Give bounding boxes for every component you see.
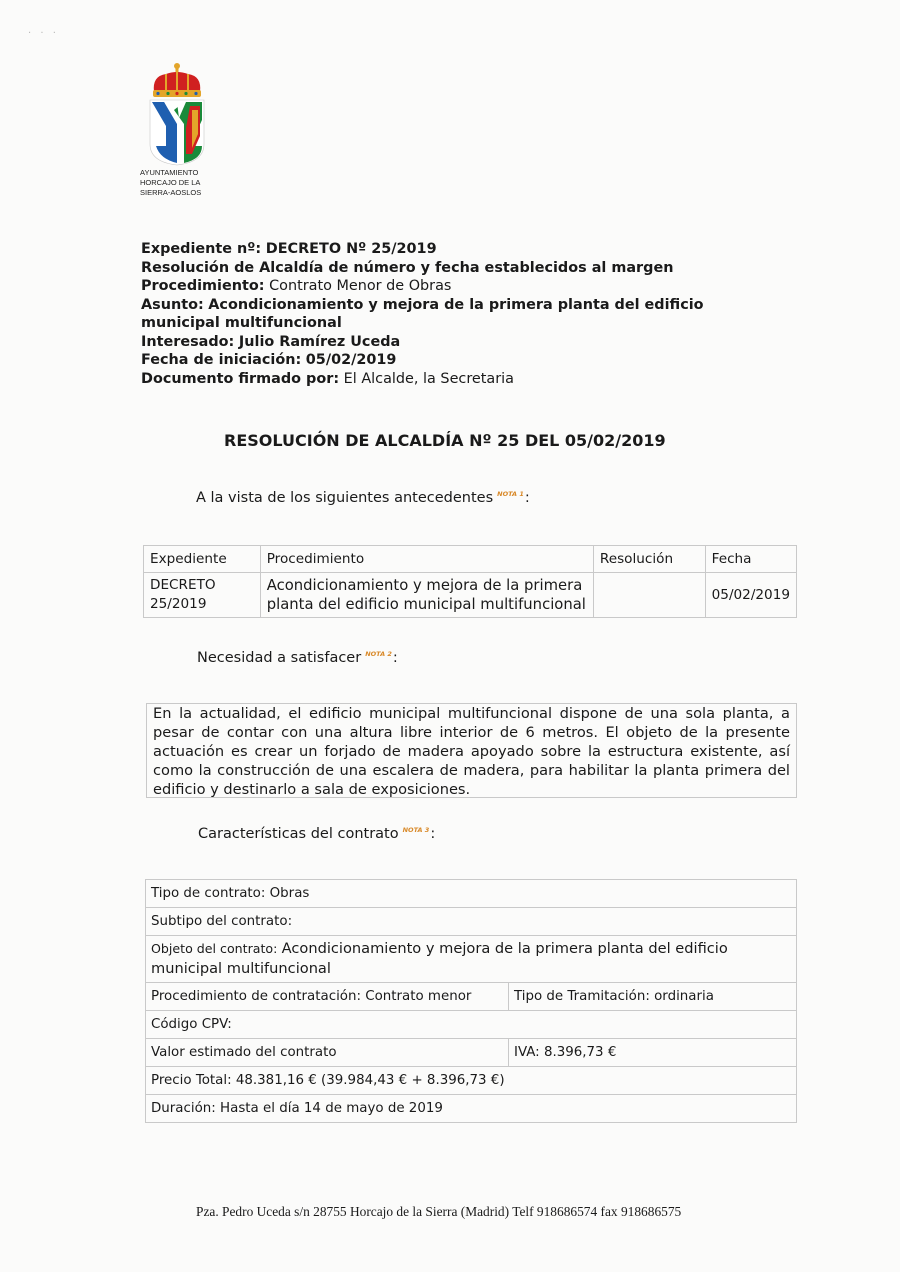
scan-artifact: · · · xyxy=(28,28,59,39)
expediente-row xyxy=(141,240,761,259)
subtipo-contrato-cell: Subtipo del contrato: xyxy=(146,908,797,936)
antecedentes-intro xyxy=(196,490,530,506)
table-header-row xyxy=(144,546,797,573)
procedimiento-cell xyxy=(260,573,593,618)
objeto-value: Acondicionamiento y mejora de la primera planta del edificio xyxy=(281,940,728,957)
contrato-table xyxy=(145,879,797,1123)
intro-suffix: : xyxy=(430,826,436,842)
procedimiento-row xyxy=(141,277,761,296)
asunto-label: Asunto: xyxy=(141,296,204,313)
fecha-label: Fecha de iniciación: xyxy=(141,352,302,368)
tipo-contrato-cell: Tipo de contrato: Obras xyxy=(146,880,797,908)
objeto-label: Objeto del contrato: xyxy=(151,941,278,956)
table-row xyxy=(146,983,797,1011)
table-row xyxy=(146,1011,797,1039)
column-header: Expediente xyxy=(144,546,261,573)
caracteristicas-intro xyxy=(198,826,435,842)
expediente-cell-line: 25/2019 xyxy=(150,596,207,612)
resolucion-line: Resolución de Alcaldía de número y fecha establecidos al margen xyxy=(141,259,674,276)
caracteristicas-intro-text: Características del contrato xyxy=(198,826,399,842)
valor-estimado-cell: Valor estimado del contrato xyxy=(146,1039,509,1067)
nota-2-marker: NOTA 2 xyxy=(365,650,392,659)
asunto-row xyxy=(141,296,761,315)
interesado-row xyxy=(141,333,761,352)
procedimiento-cell-line: Acondicionamiento y mejora de la primera xyxy=(266,577,583,594)
footer-address: Pza. Pedro Uceda s/n 28755 Horcajo de la Sierra (Madrid) Telf 918686574 fax 918686575 xyxy=(196,1204,682,1219)
expediente-cell xyxy=(144,573,261,618)
nota-1-marker: NOTA 1 xyxy=(497,490,524,499)
iva-cell: IVA: 8.396,73 € xyxy=(509,1039,797,1067)
firmado-label: Documento firmado por: xyxy=(141,370,340,387)
asunto-value-continued: municipal multifuncional xyxy=(141,315,342,331)
cpv-cell: Código CPV: xyxy=(146,1011,797,1039)
procedimiento-contratacion-cell: Procedimiento de contratación: Contrato menor xyxy=(146,983,509,1011)
objeto-contrato-cell xyxy=(146,936,797,983)
asunto-row-continued xyxy=(141,314,761,333)
resolucion-cell xyxy=(593,573,705,618)
expediente-value: DECRETO Nº 25/2019 xyxy=(265,241,437,257)
table-row xyxy=(144,573,797,618)
resolution-title: RESOLUCIÓN DE ALCALDÍA Nº 25 DEL 05/02/2019 xyxy=(224,431,666,450)
tramitacion-cell: Tipo de Tramitación: ordinaria xyxy=(509,983,797,1011)
logo-text-line: AYUNTAMIENTO xyxy=(140,168,199,177)
antecedentes-intro-text: A la vista de los siguientes antecedentes xyxy=(196,490,494,506)
fecha-value: 05/02/2019 xyxy=(305,352,397,368)
interesado-value: Julio Ramírez Uceda xyxy=(238,333,401,350)
firmado-row xyxy=(141,370,761,389)
municipal-coat-of-arms xyxy=(140,62,220,198)
table-row xyxy=(146,936,797,983)
necesidad-intro xyxy=(197,650,398,666)
fecha-row xyxy=(141,351,761,370)
procedimiento-cell-line: planta del edificio municipal multifuncional xyxy=(266,596,586,613)
resolucion-row xyxy=(141,259,761,278)
asunto-value: Acondicionamiento y mejora de la primera planta del edificio xyxy=(208,296,704,313)
nota-3-marker: NOTA 3 xyxy=(402,826,430,835)
necesidad-box: En la actualidad, el edificio municipal multifuncional dispone de una sola planta, a pesar de contar con una altura libre interior de 6 metros. El objeto de la presente actuación es crear un forjado de madera apoyado sobre la estructura existente, así como la construcción de una escalera de madera, para habilitar la planta primera del edificio y destinarlo a sala de exposiciones. xyxy=(146,703,797,798)
fecha-cell: 05/02/2019 xyxy=(705,573,796,618)
document-header xyxy=(141,240,761,388)
procedimiento-value: Contrato Menor de Obras xyxy=(269,278,452,294)
table-row xyxy=(146,1039,797,1067)
duracion-cell: Duración: Hasta el día 14 de mayo de 2019 xyxy=(146,1095,797,1123)
column-header: Procedimiento xyxy=(260,546,593,573)
table-row xyxy=(146,1067,797,1095)
expediente-label: Expediente nº: xyxy=(141,241,262,257)
coat-of-arms-icon xyxy=(146,62,208,166)
table-row xyxy=(146,908,797,936)
table-row xyxy=(146,1095,797,1123)
intro-suffix: : xyxy=(392,650,398,666)
expediente-cell-line: DECRETO xyxy=(150,577,216,593)
table-row xyxy=(146,880,797,908)
column-header: Fecha xyxy=(705,546,796,573)
intro-suffix: : xyxy=(524,490,530,506)
antecedentes-table xyxy=(143,545,797,618)
logo-text-line: SIERRA-AOSLOS xyxy=(140,188,202,197)
column-header: Resolución xyxy=(593,546,705,573)
firmado-value: El Alcalde, la Secretaria xyxy=(343,370,514,387)
interesado-label: Interesado: xyxy=(141,333,235,350)
precio-total-cell: Precio Total: 48.381,16 € (39.984,43 € + 8.396,73 €) xyxy=(146,1067,797,1095)
necesidad-intro-text: Necesidad a satisfacer xyxy=(197,650,362,666)
logo-text-line: HORCAJO DE LA xyxy=(140,178,201,187)
objeto-value-continued: municipal multifuncional xyxy=(151,960,331,977)
procedimiento-label: Procedimiento: xyxy=(141,278,265,294)
